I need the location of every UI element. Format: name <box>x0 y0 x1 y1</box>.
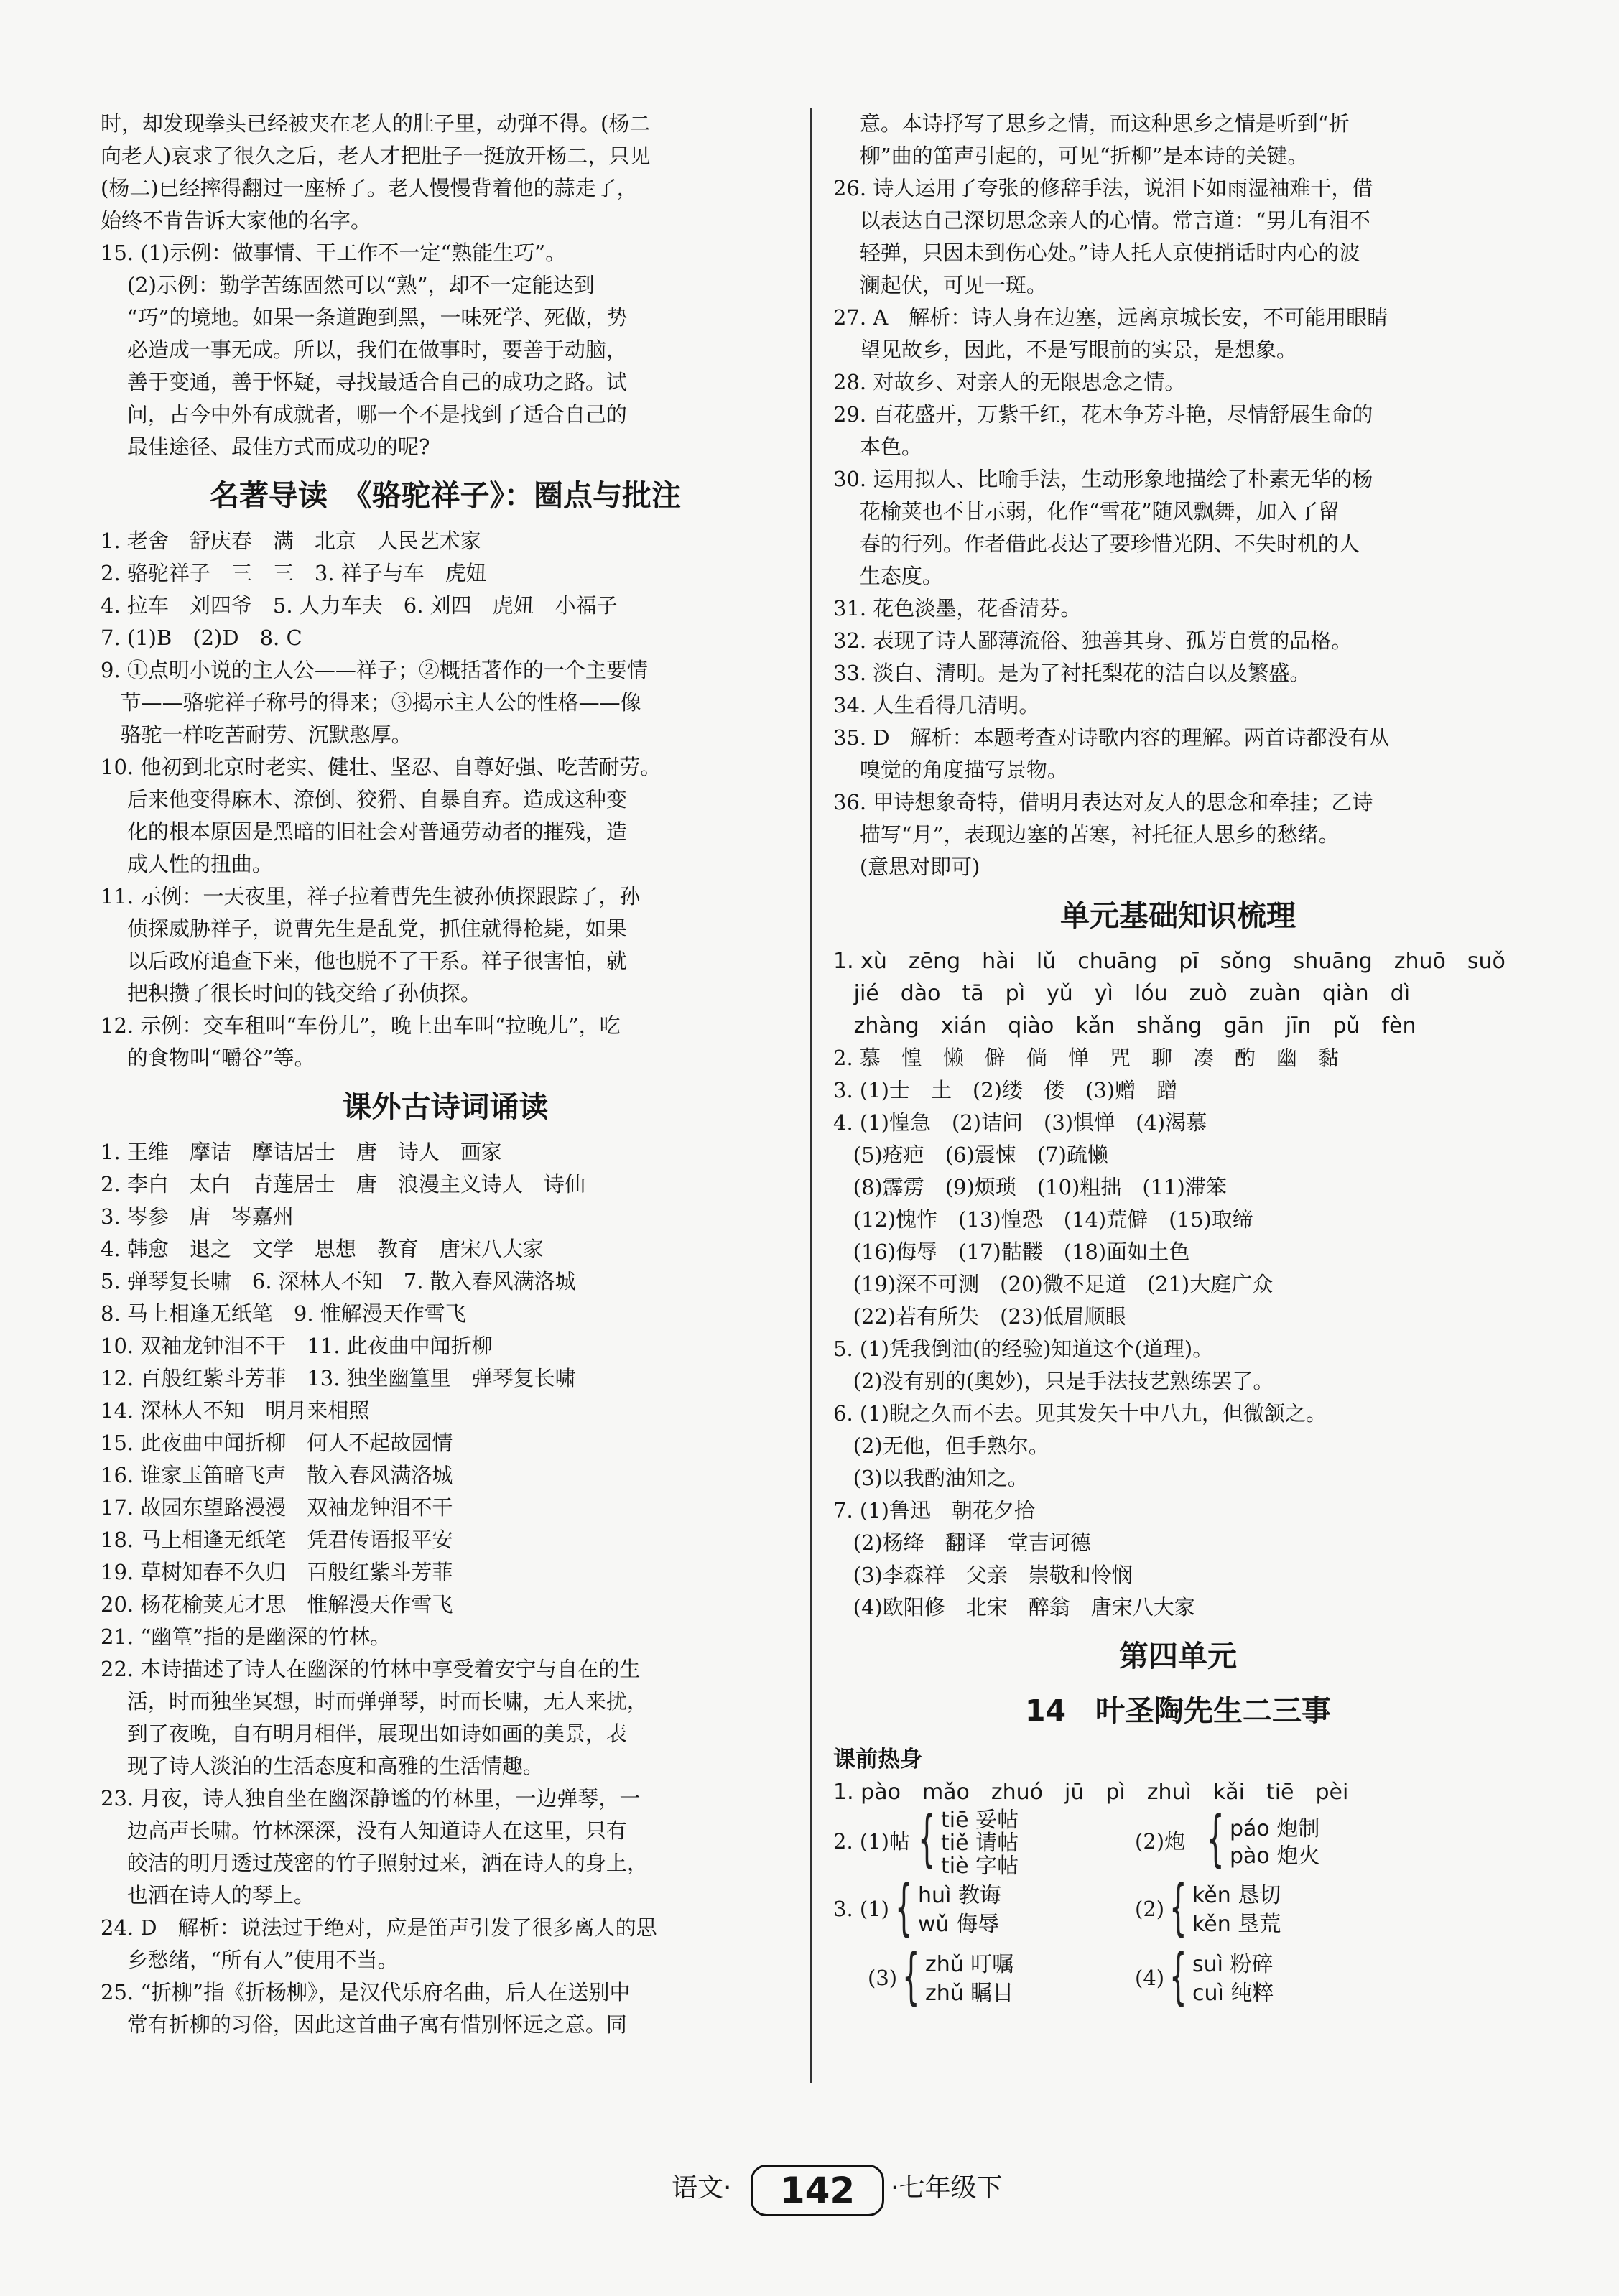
text-line: 14. 深林人不知 明月来相照 <box>101 1398 370 1423</box>
polyphone-option: páo 炮制 <box>1230 1816 1320 1841</box>
text-line: 34. 人生看得几清明。 <box>833 693 1040 717</box>
text-line: 澜起伏，可见一斑。 <box>833 273 1047 297</box>
unit-heading: 第四单元 <box>1119 1639 1237 1673</box>
text-line: 4. 拉车 刘四爷 5. 人力车夫 6. 刘四 虎妞 小福子 <box>101 593 618 618</box>
polyphone-option: zhǔ 瞩目 <box>925 1981 1014 2006</box>
text-line: 成人性的扭曲。 <box>101 852 273 876</box>
column-divider <box>810 108 812 2083</box>
text-line: 柳”曲的笛声引起的，可见“折柳”是本诗的关键。 <box>833 144 1309 168</box>
text-line: (杨二)已经摔得翻过一座桥了。老人慢慢背着他的蒜走了， <box>101 176 638 200</box>
polyphone-option: tiè 字帖 <box>941 1854 1019 1879</box>
text-line: 本色。 <box>833 434 922 459</box>
text-line: 12. 百般红紫斗芳菲 13. 独坐幽篁里 弹琴复长啸 <box>101 1366 576 1390</box>
text-line: 生态度。 <box>833 564 943 588</box>
text-line: 4. 韩愈 退之 文学 思想 教育 唐宋八大家 <box>101 1237 544 1261</box>
page-number: 142 <box>751 2165 884 2216</box>
text-line: 10. 双袖龙钟泪不干 11. 此夜曲中闻折柳 <box>101 1334 493 1358</box>
text-line: 15. (1)示例：做事情、干工作不一定“熟能生巧”。 <box>101 241 567 265</box>
pinyin-line: 1. xù zēng hài lǔ chuāng pī sǒng shuāng zhuō suǒ <box>833 949 1506 974</box>
polyphone-lead: 3. (1) <box>833 1897 889 1921</box>
text-line: 18. 马上相逢无纸笔 凭君传语报平安 <box>101 1528 453 1552</box>
text-line: 27. A 解析：诗人身在边塞，远离京城长安，不可能用眼睛 <box>833 305 1388 330</box>
text-line: 必造成一事无成。所以，我们在做事时，要善于动脑， <box>101 338 627 362</box>
text-line: (2)无他，但手熟尔。 <box>833 1433 1049 1458</box>
text-line: 1. 老舍 舒庆春 满 北京 人民艺术家 <box>101 529 481 553</box>
text-line: 5. (1)凭我倒油(的经验)知道这个(道理)。 <box>833 1337 1214 1361</box>
polyphone-option: huì 教诲 <box>918 1883 1001 1908</box>
text-line: 善于变通，善于怀疑，寻找最适合自己的成功之路。试 <box>101 370 627 394</box>
text-line: 8. 马上相逢无纸笔 9. 惟解漫天作雪飞 <box>101 1301 466 1326</box>
polyphone-option: cuì 纯粹 <box>1192 1981 1274 2006</box>
text-line: 36. 甲诗想象奇特，借明月表达对友人的思念和牵挂；乙诗 <box>833 790 1373 814</box>
text-line: 时，却发现拳头已经被夹在老人的肚子里，动弹不得。(杨二 <box>101 111 651 136</box>
text-line: (8)霹雳 (9)烦琐 (10)粗拙 (11)滞笨 <box>833 1175 1227 1199</box>
text-line: 向老人)哀求了很久之后，老人才把肚子一挺放开杨二，只见 <box>101 144 651 168</box>
text-line: 21. “幽篁”指的是幽深的竹林。 <box>101 1625 391 1649</box>
text-line: 16. 谁家玉笛暗飞声 散入春风满洛城 <box>101 1463 453 1487</box>
text-line: (3)以我酌油知之。 <box>833 1466 1029 1490</box>
polyphone-option: wǔ 侮辱 <box>918 1912 1000 1937</box>
text-line: 4. (1)惶急 (2)诘问 (3)惧惮 (4)渴慕 <box>833 1110 1207 1135</box>
text-line: 25. “折柳”指《折杨柳》，是汉代乐府名曲，后人在送别中 <box>101 1980 631 2004</box>
text-line: 31. 花色淡墨，花香清芬。 <box>833 596 1082 621</box>
text-line: 30. 运用拟人、比喻手法，生动形象地描绘了朴素无华的杨 <box>833 467 1373 491</box>
section-heading-danyuan: 单元基础知识梳理 <box>1060 898 1296 933</box>
polyphone-lead: 2. (1)帖 <box>833 1829 910 1854</box>
text-line: 9. ①点明小说的主人公——祥子；②概括著作的一个主要情 <box>101 658 648 682</box>
text-line: (19)深不可测 (20)微不足道 (21)大庭广众 <box>833 1272 1274 1296</box>
text-line: 11. 示例：一天夜里，祥子拉着曹先生被孙侦探跟踪了，孙 <box>101 884 641 908</box>
text-line: 2. 李白 太白 青莲居士 唐 浪漫主义诗人 诗仙 <box>101 1172 585 1196</box>
text-line: 到了夜晚，自有明月相伴，展现出如诗如画的美景，表 <box>101 1721 627 1746</box>
text-line: 望见故乡，因此，不是写眼前的实景，是想象。 <box>833 338 1297 362</box>
polyphone-lead: (2)炮 <box>1135 1829 1186 1854</box>
text-line: 35. D 解析：本题考查对诗歌内容的理解。两首诗都没有从 <box>833 725 1390 750</box>
text-line: 15. 此夜曲中闻折柳 何人不起故园情 <box>101 1431 453 1455</box>
text-line: 2. 慕 惶 懒 僻 倘 惮 咒 聊 凑 酌 幽 黏 <box>833 1046 1339 1070</box>
text-line: 17. 故园东望路漫漫 双袖龙钟泪不干 <box>101 1495 453 1520</box>
text-line: 7. (1)鲁迅 朝花夕拾 <box>833 1498 1035 1523</box>
lesson-heading: 14 叶圣陶先生二三事 <box>1024 1693 1332 1728</box>
footer-subject: 语文· <box>672 2173 732 2203</box>
text-line: “巧”的境地。如果一条道跑到黑，一味死学、死做，势 <box>101 305 628 330</box>
polyphone-group-3a <box>833 1872 1523 1946</box>
text-line: 现了诗人淡泊的生活态度和高雅的生活情趣。 <box>101 1754 544 1778</box>
text-line: (12)愧怍 (13)惶恐 (14)荒僻 (15)取缔 <box>833 1207 1253 1232</box>
pinyin-line: zhàng xián qiào kǎn shǎng gān jīn pǔ fèn <box>833 1013 1416 1038</box>
text-line: 边高声长啸。竹林深深，没有人知道诗人在这里，只有 <box>101 1818 627 1843</box>
text-line: 3. (1)士 土 (2)缕 偻 (3)赠 蹭 <box>833 1078 1178 1102</box>
text-line: 嗅觉的角度描写景物。 <box>833 758 1068 782</box>
pinyin-line: 1. pào mǎo zhuó jū pì zhuì kǎi tiē pèi <box>833 1780 1349 1805</box>
text-line: 的食物叫“嚼谷”等。 <box>101 1046 315 1070</box>
text-line: 最佳途径、最佳方式而成功的呢? <box>101 434 430 459</box>
text-line: 花榆荚也不甘示弱，化作“雪花”随风飘舞，加入了留 <box>833 499 1340 524</box>
text-line: (16)侮辱 (17)骷髅 (18)面如土色 <box>833 1240 1190 1264</box>
text-line: 10. 他初到北京时老实、健壮、坚忍、自尊好强、吃苦耐劳。 <box>101 755 662 779</box>
text-line: 乡愁绪，“所有人”使用不当。 <box>101 1948 399 1972</box>
text-line: 20. 杨花榆荚无才思 惟解漫天作雪飞 <box>101 1592 453 1617</box>
text-line: 始终不肯告诉大家他的名字。 <box>101 208 372 233</box>
text-line: 19. 草树知春不久归 百般红紫斗芳菲 <box>101 1560 453 1584</box>
text-line: 节——骆驼祥子称号的得来；③揭示主人公的性格——像 <box>101 690 641 715</box>
text-line: 常有折柳的习俗，因此这首曲子寓有惜别怀远之意。同 <box>101 2012 627 2037</box>
text-line: 26. 诗人运用了夸张的修辞手法，说泪下如雨湿袖难干，借 <box>833 176 1373 200</box>
text-line: 也洒在诗人的琴上。 <box>101 1883 315 1907</box>
text-line: 以后政府追查下来，他也脱不了干系。祥子很害怕，就 <box>101 949 627 973</box>
polyphone-lead: (2) <box>1135 1897 1165 1921</box>
polyphone-option: kěn 垦荒 <box>1192 1912 1281 1937</box>
text-line: 22. 本诗描述了诗人在幽深的竹林中享受着安宁与自在的生 <box>101 1657 641 1681</box>
text-line: 问，古今中外有成就者，哪一个不是找到了适合自己的 <box>101 402 627 427</box>
text-line: 轻弹，只因未到伤心处。”诗人托人京使捎话时内心的波 <box>833 241 1360 265</box>
left-column <box>101 108 790 2041</box>
brace-icon: { <box>895 1872 913 1943</box>
text-line: 描写“月”，表现边塞的苦寒，衬托征人思乡的愁绪。 <box>833 822 1340 847</box>
polyphone-lead: (4) <box>1135 1966 1165 1990</box>
text-line: (2)示例：勤学苦练固然可以“熟”，却不一定能达到 <box>101 273 595 297</box>
brace-icon: { <box>1207 1803 1225 1874</box>
text-line: 活，时而独坐冥想，时而弹弹琴，时而长啸，无人来扰， <box>101 1689 648 1714</box>
text-line: 1. 王维 摩诘 摩诘居士 唐 诗人 画家 <box>101 1140 502 1164</box>
text-line: 12. 示例：交车租叫“车份儿”，晚上出车叫“拉晚儿”，吃 <box>101 1013 621 1038</box>
text-line: (22)若有所失 (23)低眉顺眼 <box>833 1304 1126 1329</box>
right-column <box>833 108 1523 2015</box>
text-line: 骆驼一样吃苦耐劳、沉默憨厚。 <box>101 722 412 747</box>
text-line: 29. 百花盛开，万紫千红，花木争芳斗艳，尽情舒展生命的 <box>833 402 1373 427</box>
text-line: 24. D 解析：说法过于绝对，应是笛声引发了很多离人的思 <box>101 1915 657 1940</box>
polyphone-option: pào 炮火 <box>1230 1844 1320 1869</box>
footer-grade: ·七年级下 <box>891 2173 1003 2203</box>
brace-icon: { <box>918 1803 936 1874</box>
text-line: (3)李森祥 父亲 崇敬和怜悯 <box>833 1563 1133 1587</box>
text-line: 后来他变得麻木、潦倒、狡猾、自暴自弃。造成这种变 <box>101 787 627 812</box>
text-line: 化的根本原因是黑暗的旧社会对普通劳动者的摧残，造 <box>101 819 627 844</box>
warmup-heading: 课前热身 <box>833 1747 922 1772</box>
brace-icon: { <box>902 1941 920 2012</box>
text-line: 侦探威胁祥子，说曹先生是乱党，抓住就得枪毙，如果 <box>101 916 627 941</box>
page-footer <box>0 2162 1619 2219</box>
brace-icon: { <box>1169 1872 1187 1943</box>
pinyin-line: jié dào tā pì yǔ yì lóu zuò zuàn qiàn dì <box>833 981 1411 1006</box>
text-line: 2. 骆驼祥子 三 三 3. 祥子与车 虎妞 <box>101 561 487 585</box>
text-line: 把积攒了很长时间的钱交给了孙侦探。 <box>101 981 481 1005</box>
text-line: 33. 淡白、清明。是为了衬托梨花的洁白以及繁盛。 <box>833 661 1311 685</box>
text-line: (意思对即可) <box>833 855 980 879</box>
text-line: (2)杨绛 翻译 堂吉诃德 <box>833 1530 1091 1555</box>
brace-icon: { <box>1169 1941 1187 2012</box>
polyphone-option: tiē 妥帖 <box>941 1808 1019 1833</box>
text-line: 春的行列。作者借此表达了要珍惜光阴、不失时机的人 <box>833 531 1360 556</box>
text-line: (4)欧阳修 北宋 醉翁 唐宋八大家 <box>833 1595 1195 1619</box>
text-line: (5)疮疤 (6)震悚 (7)疏懒 <box>833 1143 1108 1167</box>
text-line: 28. 对故乡、对亲人的无限思念之情。 <box>833 370 1186 394</box>
section-heading-mingzhu: 名著导读 《骆驼祥子》：圈点与批注 <box>210 478 681 513</box>
polyphone-lead: (3) <box>868 1966 898 1990</box>
text-line: 32. 表现了诗人鄙薄流俗、独善其身、孤芳自赏的品格。 <box>833 628 1353 653</box>
text-line: 6. (1)睨之久而不去。见其发矢十中八九，但微颔之。 <box>833 1401 1327 1426</box>
polyphone-option: kěn 恳切 <box>1192 1883 1281 1908</box>
text-line: 意。本诗抒写了思乡之情，而这种思乡之情是听到“折 <box>833 111 1350 136</box>
polyphone-group-3b <box>833 1941 1523 2015</box>
polyphone-option: tiě 请帖 <box>941 1831 1019 1856</box>
text-line: 23. 月夜，诗人独自坐在幽深静谧的竹林里，一边弹琴，一 <box>101 1786 641 1811</box>
text-line: 以表达自己深切思念亲人的心情。常言道：“男儿有泪不 <box>833 208 1370 233</box>
polyphone-option: zhǔ 叮嘱 <box>925 1952 1014 1977</box>
text-line: 5. 弹琴复长啸 6. 深林人不知 7. 散入春风满洛城 <box>101 1269 576 1293</box>
polyphone-option: suì 粉碎 <box>1192 1952 1274 1977</box>
text-line: 7. (1)B (2)D 8. C <box>101 626 302 650</box>
text-line: (2)没有别的(奥妙)，只是手法技艺熟练罢了。 <box>833 1369 1274 1393</box>
text-line: 皎洁的明月透过茂密的竹子照射过来，洒在诗人的身上， <box>101 1851 648 1875</box>
text-line: 3. 岑参 唐 岑嘉州 <box>101 1204 294 1229</box>
polyphone-group-2 <box>833 1803 1523 1879</box>
section-heading-kewai: 课外古诗词诵读 <box>342 1089 549 1124</box>
